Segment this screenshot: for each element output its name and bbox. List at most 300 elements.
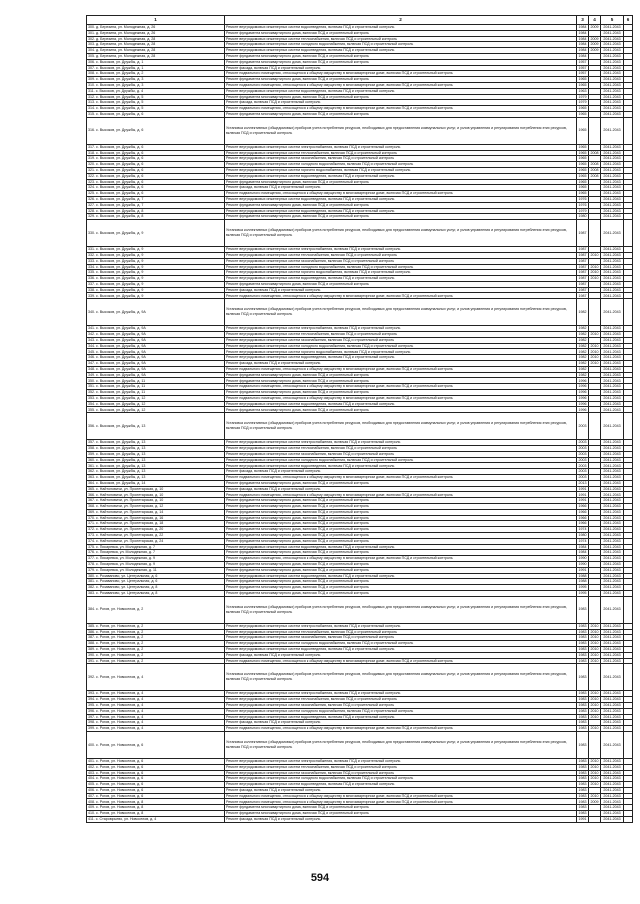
row-work-cell: Ремонт внутридомовых инженерных систем водоотведения, включая ПСД и строительный контроль	[225, 401, 577, 407]
row-address-cell: 399. с. Рогов, ул. Новоселов, д. 4	[87, 726, 225, 732]
row-work-cell: Ремонт фасада, включая ПСД и строительный контроль	[225, 100, 577, 106]
row-year-cell: 1982	[578, 361, 587, 366]
row-work-cell: Ремонт внутридомовых инженерных систем водоотведения, включая ПСД и строительный контроль	[225, 48, 577, 54]
row-address-cell: 402. с. Рогов, ул. Новоселов, д. 6	[87, 764, 225, 770]
row-address-cell: 328. с. Высоков, ул. Дружбы, д. 8	[87, 208, 225, 214]
row-address-cell: 393. с. Рогов, ул. Новоселов, д. 4	[87, 691, 225, 697]
row-address-cell: 400. с. Рогов, ул. Новоселов, д. 6	[87, 731, 225, 758]
row-year-cell: 1983	[578, 629, 587, 634]
row-period-cell: 2041-2043	[601, 179, 624, 185]
row-work-cell: Ремонт внутридомовых инженерных систем водоотведения, включая ПСД и строительный контроль	[225, 463, 577, 469]
row-work-cell: Ремонт фундамента многоквартирного дома, включая ПСД и строительный контроль	[225, 561, 577, 567]
row-period-cell: 2041-2043	[601, 111, 624, 117]
row-period-cell: 2041-2043	[601, 623, 624, 629]
row-period-cell: 2041-2043	[601, 816, 624, 822]
row-period-cell: 2041-2043	[601, 457, 624, 463]
row-period-cell: 2041-2043	[601, 498, 624, 504]
row-year-cell: 1983	[578, 799, 587, 804]
row-year-cell: 1965	[578, 112, 587, 117]
row-address-cell: 358. с. Высоков, ул. Дружбы, д. 13	[87, 446, 225, 452]
row-address-cell: 382. с. Розаваново, ул. Центральная, д. 8	[87, 585, 225, 591]
row-year-cell: 1965	[578, 77, 587, 82]
row-year-cell: 1963	[578, 88, 587, 93]
row-address-cell: 311. с. Высоков, ул. Дружбы, д. 4	[87, 88, 225, 94]
row-period-cell: 2041-2043	[601, 208, 624, 214]
row-year-cell: 2003	[578, 446, 587, 451]
row-address-cell: 378. с. Писаревка, ул. Молодежная, д. 9	[87, 561, 225, 567]
row-address-cell: 372. с. Найтоловичи, ул. Пролетарская, д. 20	[87, 527, 225, 533]
table-header-row	[87, 16, 633, 25]
row-work-cell: Ремонт внутридомовых инженерных систем холодного водоснабжения, включая ПСД и строительный контроль	[225, 457, 577, 463]
row-year-cell: 1983	[578, 658, 587, 663]
row-year-cell: 1987	[578, 247, 587, 252]
row-address-cell: 346. с. Высоков, ул. Дружбы, д. 9А	[87, 355, 225, 361]
row-period-cell: 2041-2043	[601, 150, 624, 156]
row-period-cell: 2041-2043	[601, 770, 624, 776]
row-year-cell: 1965	[578, 168, 587, 173]
row-work-cell: Установка коллективных (общедомовых) приборов учета потребления ресурсов, необходимых для предоставления коммунальных услуг, и узлов управления и регулирования потребления этих ресурсов, включая ПСД и строительный контроль	[225, 731, 577, 758]
row-address-cell: 367. с. Найтоловичи, ул. Пролетарская, д. 10	[87, 498, 225, 504]
row-work-cell: Установка коллективных (общедомовых) приборов учета потребления ресурсов, необходимых для предоставления коммунальных услуг, и узлов управления и регулирования потребления этих ресурсов, включая ПСД и строительный контроль	[225, 413, 577, 440]
row-period-cell: 2041-2043	[601, 326, 624, 332]
row-address-cell: 357. с. Высоков, ул. Дружбы, д. 13	[87, 440, 225, 446]
row-work-cell: Ремонт фундамента многоквартирного дома, включая ПСД и строительный контроль	[225, 59, 577, 65]
row-period-cell: 2041-2043	[601, 567, 624, 573]
row-period-cell: 2041-2043	[601, 349, 624, 355]
header-col-5: 5	[601, 16, 624, 25]
row-year-cell: 1991	[578, 492, 587, 497]
row-work-cell: Ремонт внутридомовых инженерных систем горячего водоснабжения, включая ПСД и строительный контроль	[225, 270, 577, 276]
row-done-cell: 2010	[590, 343, 599, 348]
row-period-cell: 2041-2043	[601, 390, 624, 396]
row-address-cell: 361. с. Высоков, ул. Дружбы, д. 13	[87, 463, 225, 469]
row-year-cell: 1965	[578, 144, 587, 149]
row-work-cell: Ремонт фасада, включая ПСД и строительный контроль	[225, 469, 577, 475]
row-year-cell: 1987	[578, 276, 587, 281]
row-work-cell: Ремонт внутридомовых инженерных систем водоотведения, включая ПСД и строительный контроль	[225, 573, 577, 579]
row-period-cell: 2041-2043	[601, 544, 624, 550]
row-period-cell: 2041-2043	[601, 355, 624, 361]
row-year-cell: 1983	[578, 703, 587, 708]
row-period-cell: 2041-2043	[601, 697, 624, 703]
row-address-cell: 381. с. Розаваново, ул. Центральная, д. 6	[87, 579, 225, 585]
row-year-cell: 1983	[578, 697, 587, 702]
row-period-cell: 2041-2043	[601, 220, 624, 247]
row-period-cell: 2041-2043	[601, 787, 624, 793]
row-year-cell: 1974	[578, 538, 587, 543]
row-work-cell: Ремонт фундамента многоквартирного дома, включая ПСД и строительный контроль	[225, 590, 577, 596]
row-work-cell: Ремонт подвального помещения, относящегося к общему имуществу в многоквартирном доме, включая ПСД и строительный контроль	[225, 191, 577, 197]
row-period-cell: 2041-2043	[601, 469, 624, 475]
row-address-cell: 370. с. Найтоловичи, ул. Пролетарская, д. 16	[87, 515, 225, 521]
row-year-cell: 1982	[578, 343, 587, 348]
row-work-cell: Ремонт внутридомовых инженерных систем водоотведения, включая ПСД и строительный контроль	[225, 276, 577, 282]
row-period-cell: 2041-2043	[601, 590, 624, 596]
row-period-cell: 2041-2043	[601, 515, 624, 521]
row-work-cell: Ремонт фундамента многоквартирного дома, включая ПСД и строительный контроль	[225, 811, 577, 817]
row-year-cell: 1983	[578, 776, 587, 781]
row-work-cell: Ремонт внутридомовых инженерных систем холодного водоснабжения, включая ПСД и строительный контроль	[225, 264, 577, 270]
row-address-cell: 392. с. Рогов, ул. Новоселов, д. 4	[87, 664, 225, 691]
row-year-cell: 1984	[578, 25, 587, 30]
row-period-cell: 2041-2043	[601, 71, 624, 77]
row-address-cell: 380. с. Розаваново, ул. Центральная, д. 6	[87, 573, 225, 579]
row-year-cell: 1996	[578, 407, 587, 412]
row-work-cell: Ремонт подвального помещения, относящегося к общему имуществу в многоквартирном доме, включая ПСД и строительный контроль	[225, 492, 577, 498]
row-done-cell: 2010	[590, 332, 599, 337]
row-address-cell: 403. с. Рогов, ул. Новоселов, д. 6	[87, 770, 225, 776]
row-period-cell: 2041-2043	[601, 100, 624, 106]
row-done-cell: 2010	[590, 793, 599, 798]
row-work-cell: Ремонт внутридомовых инженерных систем водоотведения, включая ПСД и строительный контроль	[225, 782, 577, 788]
row-address-cell: 313. с. Высоков, ул. Дружбы, д. 5	[87, 100, 225, 106]
row-address-cell: 307. с. Высоков, ул. Дружбы, д. 1	[87, 65, 225, 71]
row-period-cell: 2041-2043	[601, 293, 624, 299]
row-address-cell: 330. с. Высоков, ул. Дружбы, д. 9	[87, 220, 225, 247]
row-address-cell: 406. с. Рогов, ул. Новоселов, д. 6	[87, 787, 225, 793]
register-table	[86, 15, 633, 823]
header-col-4: 4	[589, 16, 601, 25]
row-work-cell: Ремонт внутридомовых инженерных систем водоотведения, включая ПСД и строительный контроль	[225, 208, 577, 214]
row-year-cell: 1996	[578, 384, 587, 389]
row-work-cell: Установка коллективных (общедомовых) приборов учета потребления ресурсов, необходимых для предоставления коммунальных услуг, и узлов управления и регулирования потребления этих ресурсов, включая ПСД и строительный контроль	[225, 664, 577, 691]
row-year-cell: 1990	[578, 562, 587, 567]
row-address-cell: 373. с. Найтоловичи, ул. Пролетарская, д. 22	[87, 532, 225, 538]
row-work-cell: Ремонт фундамента многоквартирного дома, включая ПСД и строительный контроль	[225, 53, 577, 59]
row-period-cell: 2041-2043	[601, 252, 624, 258]
row-work-cell: Ремонт фасада, включая ПСД и строительный контроль	[225, 185, 577, 191]
row-done-cell: 2010	[590, 764, 599, 769]
row-done-cell: 2010	[590, 647, 599, 652]
row-year-cell: 1988	[578, 579, 587, 584]
row-work-cell: Ремонт подвального помещения, относящегося к общему имуществу в многоквартирном доме, включая ПСД и строительный контроль	[225, 395, 577, 401]
row-period-cell: 2041-2043	[601, 492, 624, 498]
row-work-cell: Ремонт фасада, включая ПСД и строительный контроль	[225, 486, 577, 492]
row-period-cell: 2041-2043	[601, 117, 624, 144]
row-done-cell: 2010	[590, 349, 599, 354]
row-year-cell: 1965	[578, 156, 587, 161]
row-work-cell: Ремонт внутридомовых инженерных систем теплоснабжения, включая ПСД и строительный контроль	[225, 252, 577, 258]
row-done-cell: 2008	[590, 173, 599, 178]
row-period-cell: 2041-2043	[601, 799, 624, 805]
row-period-cell: 2041-2043	[601, 708, 624, 714]
row-work-cell: Ремонт фундамента многоквартирного дома, включая ПСД и строительный контроль	[225, 579, 577, 585]
row-work-cell: Ремонт фундамента многоквартирного дома, включая ПСД и строительный контроль	[225, 504, 577, 510]
row-done-cell	[589, 413, 601, 440]
row-address-cell: 348. с. Высоков, ул. Дружбы, д. 9А	[87, 366, 225, 372]
row-done-cell: 2010	[590, 623, 599, 628]
row-work-cell: Ремонт внутридомовых инженерных систем газоснабжения, включая ПСД и строительный контроль	[225, 770, 577, 776]
row-done-cell: 2010	[590, 708, 599, 713]
row-address-cell: 385. с. Рогов, ул. Новоселов, д. 2	[87, 623, 225, 629]
row-period-cell: 2041-2043	[601, 691, 624, 697]
row-address-cell: 323. с. Высоков, ул. Дружбы, д. 6	[87, 179, 225, 185]
row-period-cell: 2041-2043	[601, 25, 624, 31]
row-work-cell: Ремонт внутридомовых инженерных систем теплоснабжения, включая ПСД и строительный контроль	[225, 150, 577, 156]
header-col-2: 2	[225, 16, 577, 25]
row-address-cell: 375. с. Писаревка, ул. Молодежная, д. 7	[87, 544, 225, 550]
row-address-cell: 343. с. Высоков, ул. Дружбы, д. 9А	[87, 337, 225, 343]
row-address-cell: 396. с. Рогов, ул. Новоселов, д. 4	[87, 708, 225, 714]
row-work-cell: Ремонт подвального помещения, относящегося к общему имуществу в многоквартирном доме, включая ПСД и строительный контроль	[225, 475, 577, 481]
row-period-cell: 2041-2043	[601, 281, 624, 287]
row-work-cell: Ремонт подвального помещения, относящегося к общему имуществу в многоквартирном доме, включая ПСД и строительный контроль	[225, 658, 577, 664]
row-period-cell: 2041-2043	[601, 440, 624, 446]
row-address-cell: 309. с. Высоков, ул. Дружбы, д. 3	[87, 77, 225, 83]
row-period-cell: 2041-2043	[601, 556, 624, 562]
row-year-cell: 1983	[578, 714, 587, 719]
row-work-cell: Ремонт подвального помещения, относящегося к общему имуществу в многоквартирном доме, включая ПСД и строительный контроль	[225, 384, 577, 390]
row-done-cell: 2010	[590, 276, 599, 281]
row-done-cell: 2010	[590, 361, 599, 366]
row-period-cell: 2041-2043	[601, 629, 624, 635]
row-address-cell: 319. с. Высоков, ул. Дружбы, д. 6	[87, 156, 225, 162]
row-work-cell: Ремонт внутридомовых инженерных систем холодного водоснабжения, включая ПСД и строительный контроль	[225, 343, 577, 349]
row-period-cell: 2041-2043	[601, 486, 624, 492]
row-address-cell: 355. с. Высоков, ул. Дружбы, д. 12	[87, 407, 225, 413]
row-done-cell: 2009	[590, 42, 599, 47]
row-done-cell: 2009	[590, 36, 599, 41]
row-period-cell: 2041-2043	[601, 504, 624, 510]
row-period-cell: 2041-2043	[601, 144, 624, 150]
row-period-cell: 2041-2043	[601, 401, 624, 407]
row-work-cell: Ремонт внутридомовых инженерных систем теплоснабжения, включая ПСД и строительный контроль	[225, 332, 577, 338]
row-done-cell: 2009	[590, 25, 599, 30]
row-year-cell: 1995	[578, 585, 587, 590]
row-year-cell: 1983	[578, 793, 587, 798]
row-year-cell: 1979	[578, 100, 587, 105]
row-work-cell: Ремонт фасада, включая ПСД и строительный контроль	[225, 287, 577, 293]
row-year-cell: 1983	[578, 805, 587, 810]
row-address-cell: 324. с. Высоков, ул. Дружбы, д. 6	[87, 185, 225, 191]
row-work-cell: Ремонт внутридомовых инженерных систем водоотведения, включая ПСД и строительный контроль	[225, 544, 577, 550]
row-year-cell: 1965	[578, 106, 587, 111]
row-address-cell: 314. с. Высоков, ул. Дружбы, д. 5	[87, 106, 225, 112]
row-period-cell: 2041-2043	[601, 538, 624, 544]
row-work-cell: Ремонт фундамента многоквартирного дома, включая ПСД и строительный контроль	[225, 30, 577, 36]
row-address-cell: 312. с. Высоков, ул. Дружбы, д. 5	[87, 94, 225, 100]
row-work-cell: Ремонт подвального помещения, относящегося к общему имуществу в многоквартирном доме, включая ПСД и строительный контроль	[225, 293, 577, 299]
row-work-cell: Ремонт внутридомовых инженерных систем газоснабжения, включая ПСД и строительный контроль	[225, 451, 577, 457]
row-address-cell: 321. с. Высоков, ул. Дружбы, д. 6	[87, 167, 225, 173]
row-year-cell: 1982	[578, 326, 587, 331]
row-year-cell: 1991	[578, 498, 587, 503]
row-work-cell: Ремонт внутридомовых инженерных систем электроснабжения, включая ПСД и строительный контроль	[225, 144, 577, 150]
row-year-cell: 1966	[578, 515, 587, 520]
row-done-cell	[589, 220, 601, 247]
page-number: 594	[310, 872, 330, 884]
row-work-cell: Ремонт фундамента многоквартирного дома, включая ПСД и строительный контроль	[225, 202, 577, 208]
row-address-cell: 316. с. Высоков, ул. Дружбы, д. 6	[87, 117, 225, 144]
row-address-cell: 388. с. Рогов, ул. Новоселов, д. 2	[87, 641, 225, 647]
row-year-cell: 1966	[578, 504, 587, 509]
row-work-cell: Ремонт внутридомовых инженерных систем горячего водоснабжения, включая ПСД и строительный контроль	[225, 349, 577, 355]
row-work-cell: Ремонт подвального помещения, относящегося к общему имуществу в многоквартирном доме, включая ПСД и строительный контроль	[225, 82, 577, 88]
row-done-cell: 2010	[590, 629, 599, 634]
row-year-cell: 1983	[577, 664, 589, 691]
row-year-cell: 1991	[578, 486, 587, 491]
row-period-cell: 2041-2043	[601, 635, 624, 641]
row-address-cell: 395. с. Рогов, ул. Новоселов, д. 4	[87, 702, 225, 708]
row-done-cell: 2010	[590, 726, 599, 731]
row-address-cell: 376. с. Писаревка, ул. Молодежная, д. 7	[87, 550, 225, 556]
row-period-cell: 2041-2043	[601, 276, 624, 282]
row-work-cell: Ремонт фундамента многоквартирного дома, включая ПСД и строительный контроль	[225, 111, 577, 117]
row-period-cell: 2041-2043	[601, 596, 624, 623]
row-work-cell: Ремонт фундамента многоквартирного дома, включая ПСД и строительный контроль	[225, 550, 577, 556]
row-work-cell: Ремонт внутридомовых инженерных систем теплоснабжения, включая ПСД и строительный контроль	[225, 36, 577, 42]
row-work-cell: Ремонт внутридомовых инженерных систем газоснабжения, включая ПСД и строительный контроль	[225, 635, 577, 641]
row-period-cell: 2041-2043	[601, 337, 624, 343]
row-period-cell: 2041-2043	[601, 59, 624, 65]
row-address-cell: 339. с. Высоков, ул. Дружбы, д. 9	[87, 293, 225, 299]
row-work-cell: Ремонт фундамента многоквартирного дома, включая ПСД и строительный контроль	[225, 585, 577, 591]
row-done-cell	[589, 816, 601, 822]
row-period-cell: 2041-2043	[601, 463, 624, 469]
row-year-cell: 1979	[578, 94, 587, 99]
row-address-cell: 320. с. Высоков, ул. Дружбы, д. 6	[87, 162, 225, 168]
row-work-cell: Ремонт внутридомовых инженерных систем электроснабжения, включая ПСД и строительный контроль	[225, 623, 577, 629]
row-period-cell: 2041-2043	[601, 585, 624, 591]
row-work-cell: Ремонт фасада, включая ПСД и строительный контроль	[225, 720, 577, 726]
row-address-cell: 325. с. Высоков, ул. Дружбы, д. 6	[87, 191, 225, 197]
row-year-cell: 1982	[578, 337, 587, 342]
row-work-cell: Ремонт внутридомовых инженерных систем водоотведения, включая ПСД и строительный контроль	[225, 355, 577, 361]
row-period-cell: 2041-2043	[601, 94, 624, 100]
row-address-cell: 350. с. Высоков, ул. Дружбы, д. 11	[87, 378, 225, 384]
row-work-cell: Ремонт внутридомовых инженерных систем газоснабжения, включая ПСД и строительный контроль	[225, 337, 577, 343]
row-address-cell: 384. с. Рогов, ул. Новоселов, д. 2	[87, 596, 225, 623]
row-address-cell: 409. с. Рогов, ул. Новоселов, д. 8	[87, 805, 225, 811]
row-work-cell: Ремонт внутридомовых инженерных систем электроснабжения, включая ПСД и строительный контроль	[225, 691, 577, 697]
header-col-1: 1	[87, 16, 225, 25]
row-work-cell: Ремонт фундамента многоквартирного дома, включая ПСД и строительный контроль	[225, 390, 577, 396]
row-period-cell: 2041-2043	[601, 764, 624, 770]
row-year-cell: 1983	[578, 691, 587, 696]
row-address-cell: 335. с. Высоков, ул. Дружбы, д. 9	[87, 270, 225, 276]
row-year-cell: 1984	[578, 54, 587, 59]
row-year-cell: 1957	[578, 59, 587, 64]
row-done-cell: 2010	[590, 782, 599, 787]
row-year-cell: 1957	[578, 71, 587, 76]
row-year-cell: 1982	[578, 372, 587, 377]
row-period-cell: 2041-2043	[601, 343, 624, 349]
row-period-cell: 2041-2043	[601, 641, 624, 647]
row-year-cell: 2003	[578, 440, 587, 445]
row-address-cell: 360. с. Высоков, ул. Дружбы, д. 13	[87, 457, 225, 463]
table-row	[87, 220, 633, 247]
row-done-cell	[589, 596, 601, 623]
row-year-cell: 1996	[578, 390, 587, 395]
row-work-cell: Ремонт фундамента многоквартирного дома, включая ПСД и строительный контроль	[225, 378, 577, 384]
row-work-cell: Ремонт фасада, включая ПСД и строительный контроль	[225, 816, 577, 822]
row-work-cell: Ремонт внутридомовых инженерных систем водоотведения, включая ПСД и строительный контроль	[225, 88, 577, 94]
row-address-cell: 349. с. Высоков, ул. Дружбы, д. 9А	[87, 372, 225, 378]
row-work-cell: Ремонт внутридомовых инженерных систем теплоснабжения, включая ПСД и строительный контроль	[225, 764, 577, 770]
row-period-cell: 2041-2043	[601, 156, 624, 162]
row-period-cell: 2041-2043	[601, 407, 624, 413]
row-address-cell: 353. с. Высоков, ул. Дружбы, д. 12	[87, 395, 225, 401]
row-period-cell: 2041-2043	[601, 106, 624, 112]
row-address-cell: 383. с. Розаваново, ул. Центральная, д. 8	[87, 590, 225, 596]
row-year-cell: 1983	[578, 720, 587, 725]
row-year-cell: 1983	[578, 782, 587, 787]
row-year-cell: 1983	[578, 652, 587, 657]
row-period-cell: 2041-2043	[601, 202, 624, 208]
row-work-cell: Ремонт фундамента многоквартирного дома, включая ПСД и строительный контроль	[225, 509, 577, 515]
row-year-cell: 1988	[578, 573, 587, 578]
row-period-cell: 2041-2043	[601, 720, 624, 726]
row-period-cell: 2041-2043	[601, 527, 624, 533]
row-work-cell: Ремонт подвального помещения, относящегося к общему имуществу в многоквартирном доме, включая ПСД и строительный контроль	[225, 71, 577, 77]
row-address-cell: 365. с. Найтоловичи, ул. Пролетарская, д. 10	[87, 486, 225, 492]
row-period-cell: 2041-2043	[601, 36, 624, 42]
row-done-cell: 2010	[590, 770, 599, 775]
row-period-cell: 2041-2043	[601, 561, 624, 567]
row-period-cell: 2041-2043	[601, 811, 624, 817]
row-work-cell: Ремонт внутридомовых инженерных систем холодного водоснабжения, включая ПСД и строительный контроль	[225, 162, 577, 168]
row-year-cell: 1982	[578, 332, 587, 337]
row-year-cell: 1984	[578, 550, 587, 555]
row-done-cell: 2009	[590, 48, 599, 53]
row-period-cell: 2041-2043	[601, 550, 624, 556]
table-row	[87, 664, 633, 691]
row-period-cell: 2041-2043	[601, 378, 624, 384]
row-period-cell: 2041-2043	[601, 372, 624, 378]
row-address-cell: 333. с. Высоков, ул. Дружбы, д. 9	[87, 258, 225, 264]
row-period-cell: 2041-2043	[601, 366, 624, 372]
row-period-cell: 2041-2043	[601, 579, 624, 585]
row-year-cell: 2003	[578, 475, 587, 480]
row-done-cell	[589, 731, 601, 758]
row-period-cell: 2041-2043	[601, 521, 624, 527]
row-year-cell: 1983	[578, 641, 587, 646]
row-address-cell: 404. с. Рогов, ул. Новоселов, д. 6	[87, 776, 225, 782]
row-done-cell: 2010	[590, 264, 599, 269]
row-year-cell: 1966	[578, 521, 587, 526]
row-year-cell: 1965	[578, 185, 587, 190]
row-address-cell: 337. с. Высоков, ул. Дружбы, д. 9	[87, 281, 225, 287]
row-address-cell: 310. с. Высоков, ул. Дружбы, д. 3	[87, 82, 225, 88]
row-address-cell: 369. с. Найтоловичи, ул. Пролетарская, д. 14	[87, 509, 225, 515]
row-address-cell: 300. д. Березина, ул. Молодежная, д. 26	[87, 25, 225, 31]
row-year-cell: 1982	[578, 349, 587, 354]
row-year-cell: 1983	[578, 726, 587, 731]
row-address-cell: 401. с. Рогов, ул. Новоселов, д. 6	[87, 758, 225, 764]
row-address-cell: 363. с. Высоков, ул. Дружбы, д. 13	[87, 475, 225, 481]
row-year-cell: 1966	[578, 509, 587, 514]
row-year-cell: 1976	[578, 202, 587, 207]
row-year-cell: 1979	[578, 208, 587, 213]
row-work-cell: Ремонт внутридомовых инженерных систем холодного водоснабжения, включая ПСД и строительный контроль	[225, 42, 577, 48]
row-period-cell: 2041-2043	[601, 731, 624, 758]
row-work-cell: Ремонт внутридомовых инженерных систем водоотведения, включая ПСД и строительный контроль	[225, 25, 577, 31]
row-address-cell: 308. с. Высоков, ул. Дружбы, д. 2	[87, 71, 225, 77]
row-done-cell: 2010	[590, 691, 599, 696]
row-period-cell: 2041-2043	[601, 509, 624, 515]
row-period-cell: 2041-2043	[601, 48, 624, 54]
row-period-cell: 2041-2043	[601, 652, 624, 658]
row-address-cell: 317. с. Высоков, ул. Дружбы, д. 6	[87, 144, 225, 150]
row-work-cell: Ремонт внутридомовых инженерных систем теплоснабжения, включая ПСД и строительный контроль	[225, 629, 577, 635]
row-year-cell: 1984	[578, 36, 587, 41]
row-work-cell: Установка коллективных (общедомовых) приборов учета потребления ресурсов, необходимых для предоставления коммунальных услуг, и узлов управления и регулирования потребления этих ресурсов, включая ПСД и строительный контроль	[225, 596, 577, 623]
row-year-cell: 1983	[578, 811, 587, 816]
row-address-cell: 368. с. Найтоловичи, ул. Пролетарская, д. 12	[87, 504, 225, 510]
row-address-cell: 344. с. Высоков, ул. Дружбы, д. 9А	[87, 343, 225, 349]
row-year-cell: 1984	[578, 30, 587, 35]
row-period-cell: 2041-2043	[601, 793, 624, 799]
